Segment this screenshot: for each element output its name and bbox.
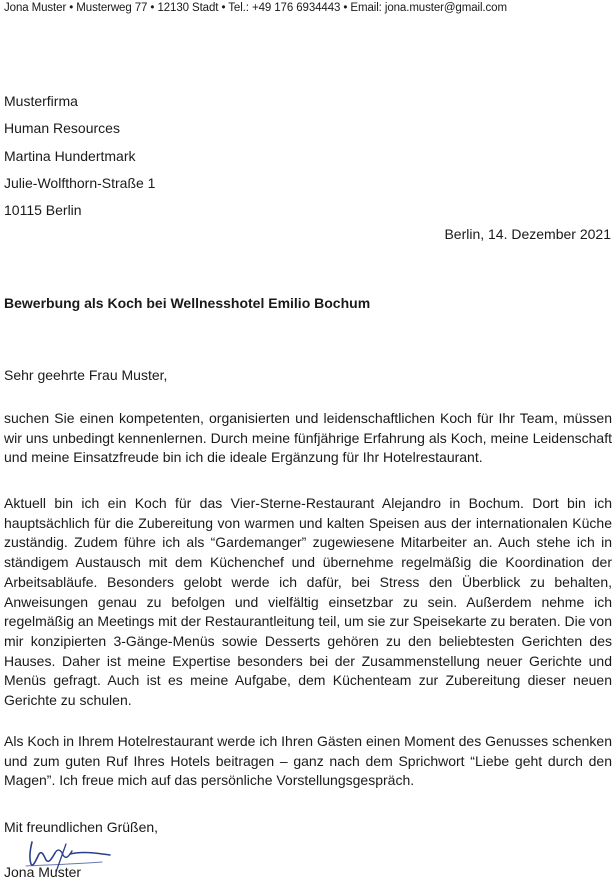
- signer-name: Jona Muster: [4, 864, 82, 880]
- recipient-city: 10115 Berlin: [4, 202, 82, 219]
- letter-date: Berlin, 14. Dezember 2021: [444, 226, 611, 242]
- letter-subject: Bewerbung als Koch bei Wellnesshotel Emilio Bochum: [4, 295, 371, 311]
- body-paragraph-1: suchen Sie einen kompetenten, organisierten und leidenschaftlichen Koch für Ihr Team, müssen wir uns unbedingt kennenlernen. Durch meine fünfjährige Erfahrung als Koch, meine Leidenschaft und meine Einsatzfreude bin ich die ideale Ergänzung für Ihr Hotelrestaurant.: [4, 410, 612, 466]
- recipient-department: Human Resources: [4, 120, 120, 137]
- body-paragraph-2: Aktuell bin ich ein Koch für das Vier-Sterne-Restaurant Alejandro in Bochum. Dort bin ich hauptsächlich für die Zubereitung von warmen und kalten Speisen aus der internationalen Küche zuständig. Zudem führe ich als “Gardemanger” zugewiesene Mitarbeiter an. Auch stehe ich in ständigem Austausch mit dem Küchenchef und übernehme regelmäßig die Koordination der Arbeitsabläufe. Besonders gelobt werde ich dafür, bei Stress den Überblick zu behalten, Anweisungen genau zu befolgen und vielfältig einsetzbar zu sein. Außerdem nehme ich regelmäßig an Meetings mit der Restaurantleitung teil, um sie zur Speisekarte zu beraten. Die von mir konzipierten 3-Gänge-Menüs sowie Desserts gehören zu den beliebtesten Gerichten des Hauses. Daher ist meine Expertise besonders bei der Zusammenstellung neuer Gerichte und Menüs gefragt. Auch ist es meine Aufgabe, dem Küchenteam zur Zubereitung dieser neuen Gerichte zu schulen.: [4, 495, 612, 709]
- recipient-company: Musterfirma: [4, 93, 78, 109]
- recipient-name: Martina Hundertmark: [4, 147, 136, 164]
- closing-phrase: Mit freundlichen Grüßen,: [4, 819, 159, 835]
- body-paragraph-3: Als Koch in Ihrem Hotelrestaurant werde ich Ihren Gästen einen Moment des Genusses schenken und zum guten Ruf Ihres Hotels beitragen – ganz nach dem Sprichwort “Liebe geht durch den Magen”. Ich freue mich auf das persönliche Vorstellungsgespräch.: [4, 733, 612, 789]
- salutation: Sehr geehrte Frau Muster,: [4, 367, 168, 383]
- recipient-street: Julie-Wolfthorn-Straße 1: [4, 174, 156, 191]
- recipient-address-block: [4, 88, 155, 224]
- sender-contact-line: Jona Muster • Musterweg 77 • 12130 Stadt • Tel.: +49 176 6934443 • Email: jona.muster@gmail.com: [4, 2, 507, 14]
